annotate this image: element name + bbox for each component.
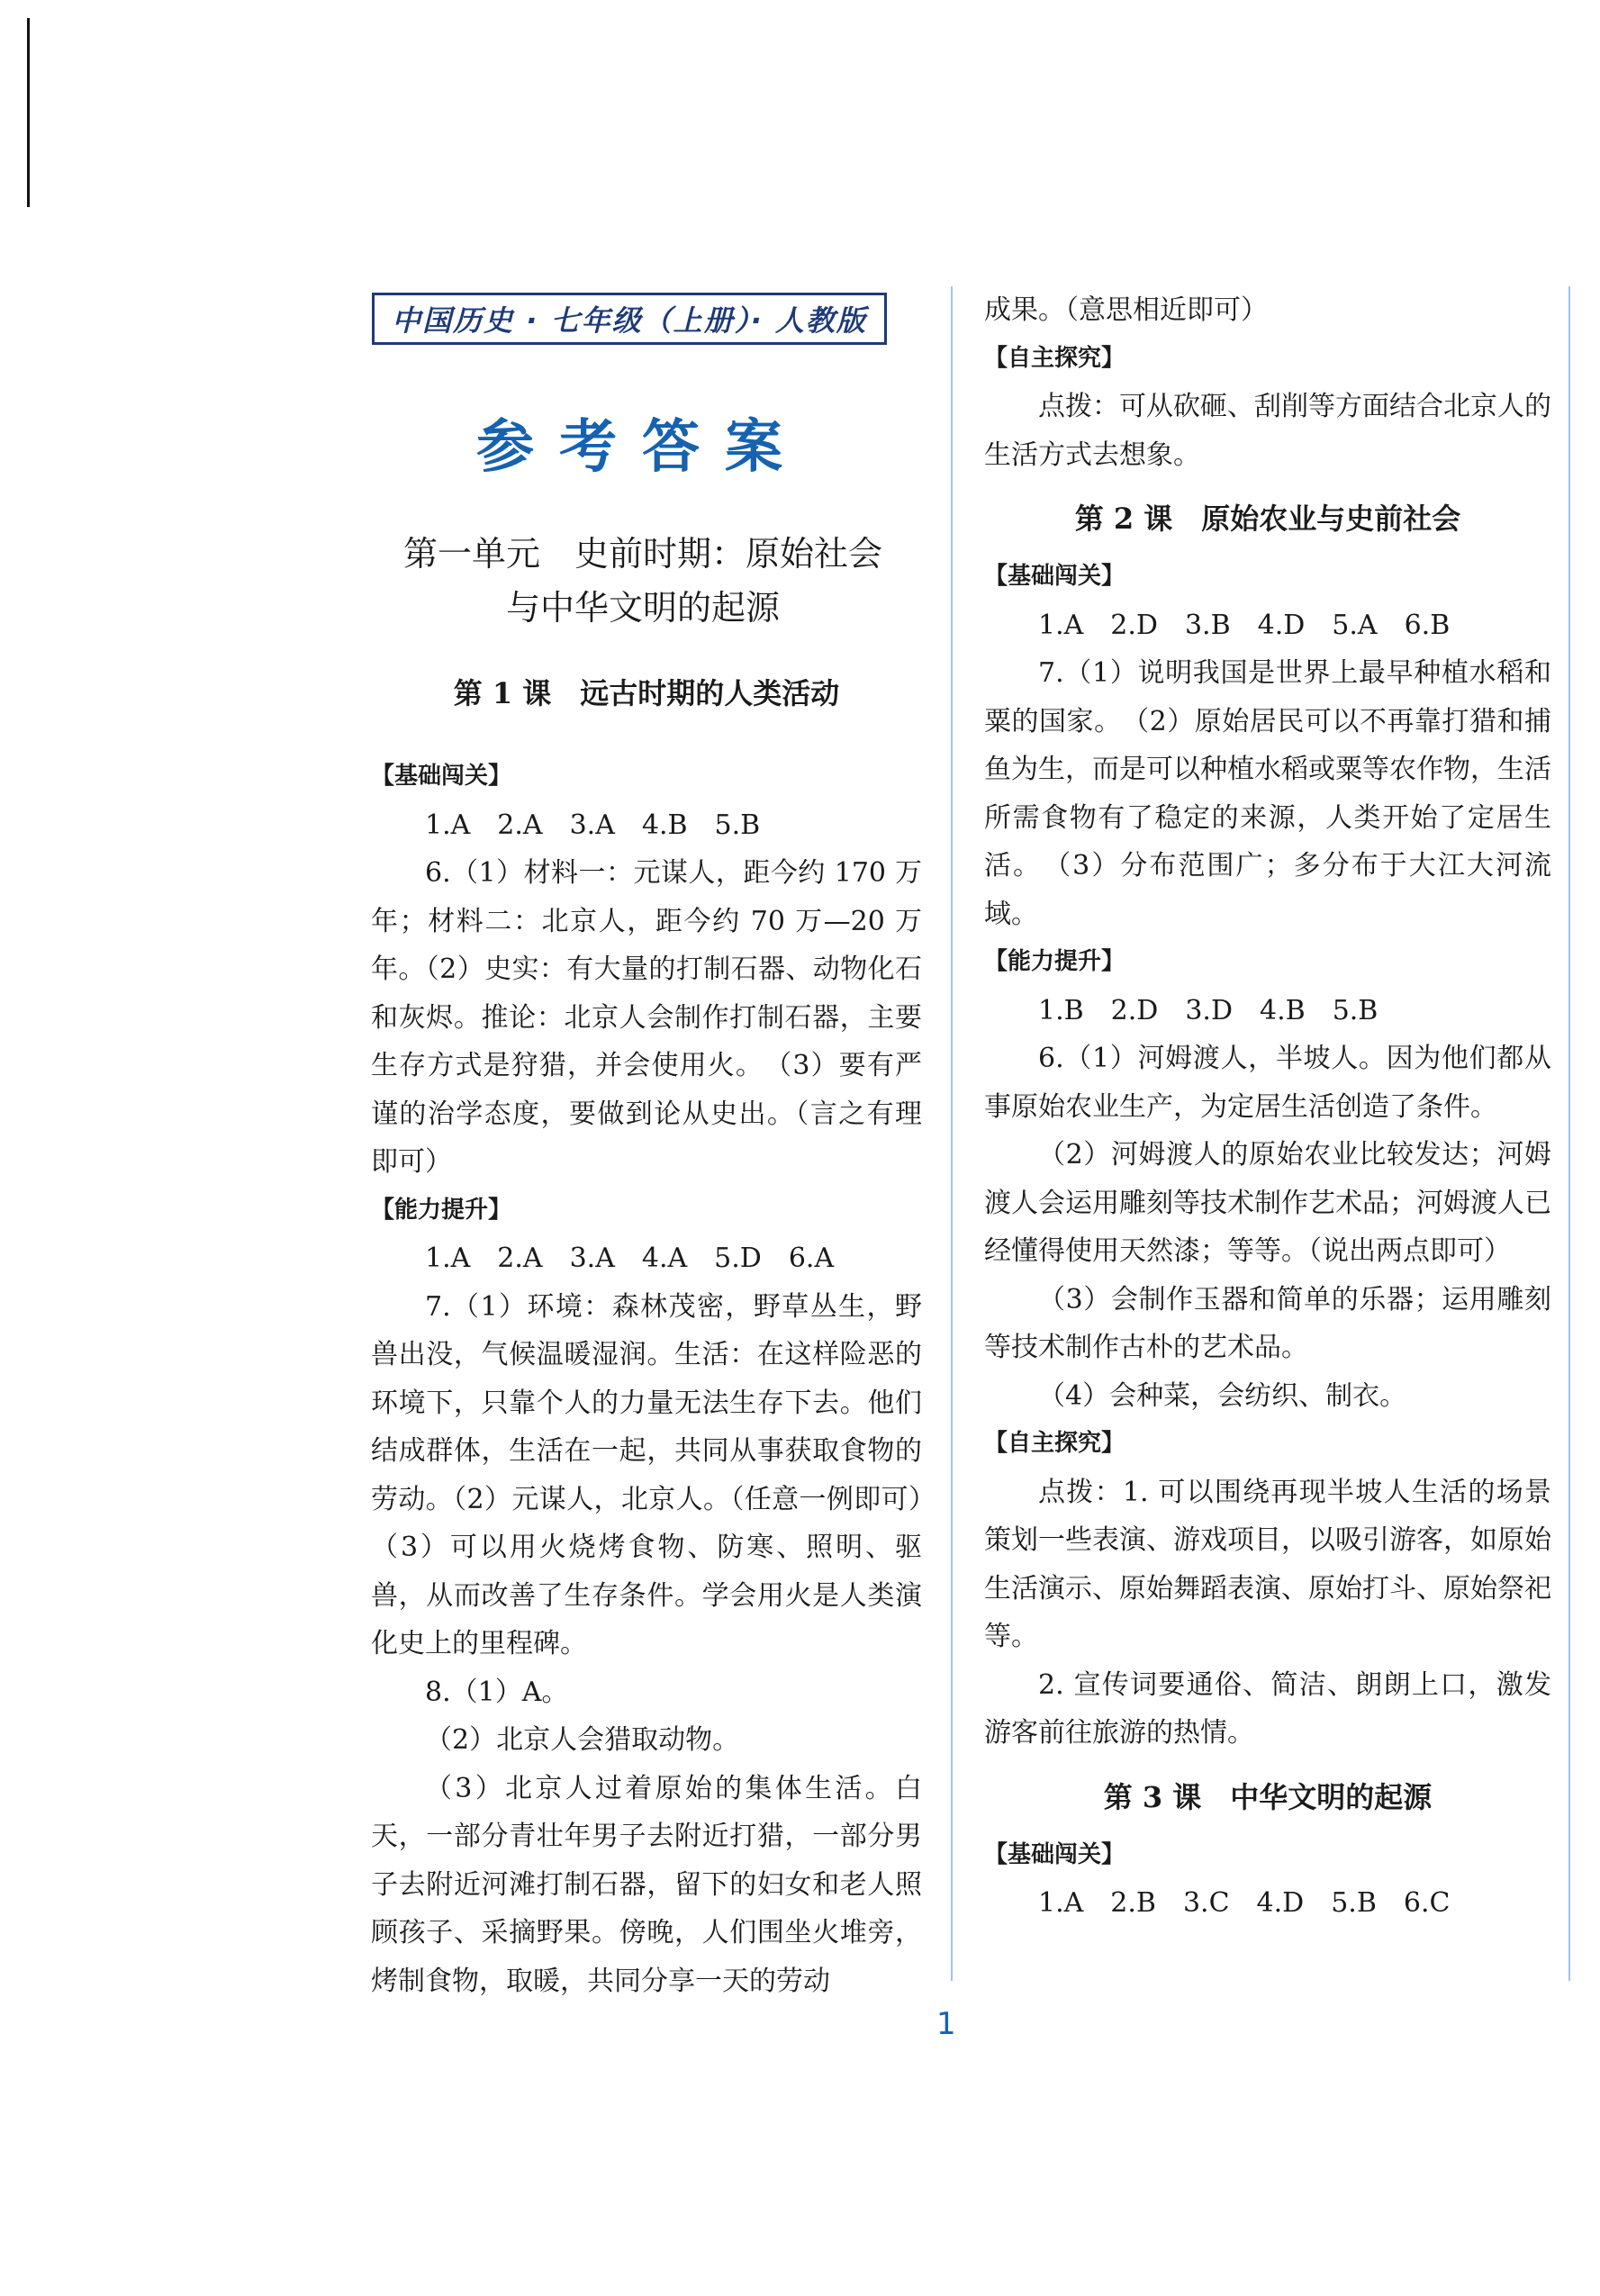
unit-title <box>372 527 914 635</box>
l1-ability-answers: 1.A 2.A 3.A 4.A 5.D 6.A <box>425 1243 835 1274</box>
l2-q6-1: 6.（1）河姆渡人，半坡人。因为他们都从事原始农业生产，为定居生活创造了条件。 <box>984 1043 1551 1123</box>
l1-q8-2: （2）北京人会猎取动物。 <box>425 1724 740 1756</box>
l2-q6-4: （4）会种菜，会纺织、制衣。 <box>1038 1379 1407 1412</box>
l1-q8-1: 8.（1）A。 <box>425 1676 569 1708</box>
tag-explore: 【自主探究】 <box>984 344 1125 372</box>
l1-q8-continued: 成果。（意思相近即可） <box>984 294 1268 326</box>
l1-basic-answers: 1.A 2.A 3.A 4.B 5.B <box>425 809 761 841</box>
l2-explore-2: 2. 宣传词要通俗、简洁、朗朗上口，激发游客前往旅游的热情。 <box>984 1668 1551 1749</box>
l2-q6-3: （3）会制作玉器和简单的乐器；运用雕刻等技术制作古朴的艺术品。 <box>984 1283 1551 1363</box>
page-title: 参考答案 <box>476 414 808 481</box>
lesson2-title: 第 2 课 原始农业与史前社会 <box>1074 502 1461 536</box>
l1-q6: 6.（1）材料一：元谋人，距今约 170 万年；材料二：北京人，距今约 70 万—20 万年。（2）史实：有大量的打制石器、动物化石和灰烬。推论：北京人会制作打制石器，主要生存方式是狩猎，并会使用火。 （3）要有严谨的治学态度，要做到论从史出。（言之有理即可） <box>371 857 922 1178</box>
tag-basic-2: 【基础闯关】 <box>984 563 1125 590</box>
right-margin-line <box>1568 286 1570 1981</box>
tag-ability: 【能力提升】 <box>371 1196 512 1224</box>
right-column <box>984 286 1551 1928</box>
tag-basic: 【基础闯关】 <box>371 763 512 790</box>
l2-q7: 7.（1）说明我国是世界上最早种植水稻和粟的国家。 （2）原始居民可以不再靠打猎和捕鱼为生，而是可以种植水稻或粟等农作物，生活所需食物有了稳定的来源，人类开始了定居生活。 （3）分布范围广；多分布于大江大河流域。 <box>984 657 1551 930</box>
l1-q8-3: （3）北京人过着原始的集体生活。白天，一部分青壮年男子去附近打猎，一部分男子去附近河滩打制石器，留下的妇女和老人照顾孩子、采摘野果。傍晚，人们围坐火堆旁，烤制食物，取暖，共同分享一天的劳动 <box>371 1772 922 1997</box>
left-column <box>371 666 922 2005</box>
tag-ability-2: 【能力提升】 <box>984 948 1125 975</box>
lesson3-title: 第 3 课 中华文明的起源 <box>1103 1779 1433 1814</box>
l2-ability-answers: 1.B 2.D 3.D 4.B 5.B <box>1038 994 1379 1026</box>
unit-title-line2: 与中华文明的起源 <box>505 588 780 628</box>
l2-explore-1: 点拨：1. 可以围绕再现半坡人生活的场景策划一些表演、游戏项目，以吸引游客，如原始生活演示、原始舞蹈表演、原始打斗、原始祭祀等。 <box>984 1476 1551 1652</box>
lesson1-title: 第 1 课 远古时期的人类活动 <box>453 676 840 710</box>
tag-explore-2: 【自主探究】 <box>984 1430 1125 1457</box>
l1-q7: 7.（1）环境：森林茂密，野草丛生，野兽出没，气候温暖湿润。生活：在这样险恶的环境下，只靠个人的力量无法生存下去。他们结成群体，生活在一起，共同从事获取食物的劳动。（2）元谋人，北京人。（任意一例即可）（3）可以用火烧烤食物、防寒、照明、驱兽，从而改善了生存条件。学会用火是人类演化史上的里程碑。 <box>371 1290 922 1659</box>
l2-basic-answers: 1.A 2.D 3.B 4.D 5.A 6.B <box>1038 609 1451 641</box>
l2-q6-2: （2）河姆渡人的原始农业比较发达；河姆渡人会运用雕刻等技术制作艺术品；河姆渡人已经懂得使用天然漆；等等。（说出两点即可） <box>984 1139 1551 1267</box>
binding-line <box>27 18 30 207</box>
l1-explore: 点拨：可从砍砸、刮削等方面结合北京人的生活方式去想象。 <box>984 391 1551 471</box>
tag-basic-3: 【基础闯关】 <box>984 1840 1125 1868</box>
column-divider <box>951 286 953 1981</box>
l3-basic-answers: 1.A 2.B 3.C 4.D 5.B 6.C <box>1038 1887 1451 1919</box>
unit-title-line1: 第一单元 史前时期：原始社会 <box>402 534 882 574</box>
series-label: 中国历史 · 七年级（上册）· 人教版 <box>392 303 867 338</box>
page-number: 1 <box>936 2006 956 2042</box>
series-header <box>372 293 887 345</box>
